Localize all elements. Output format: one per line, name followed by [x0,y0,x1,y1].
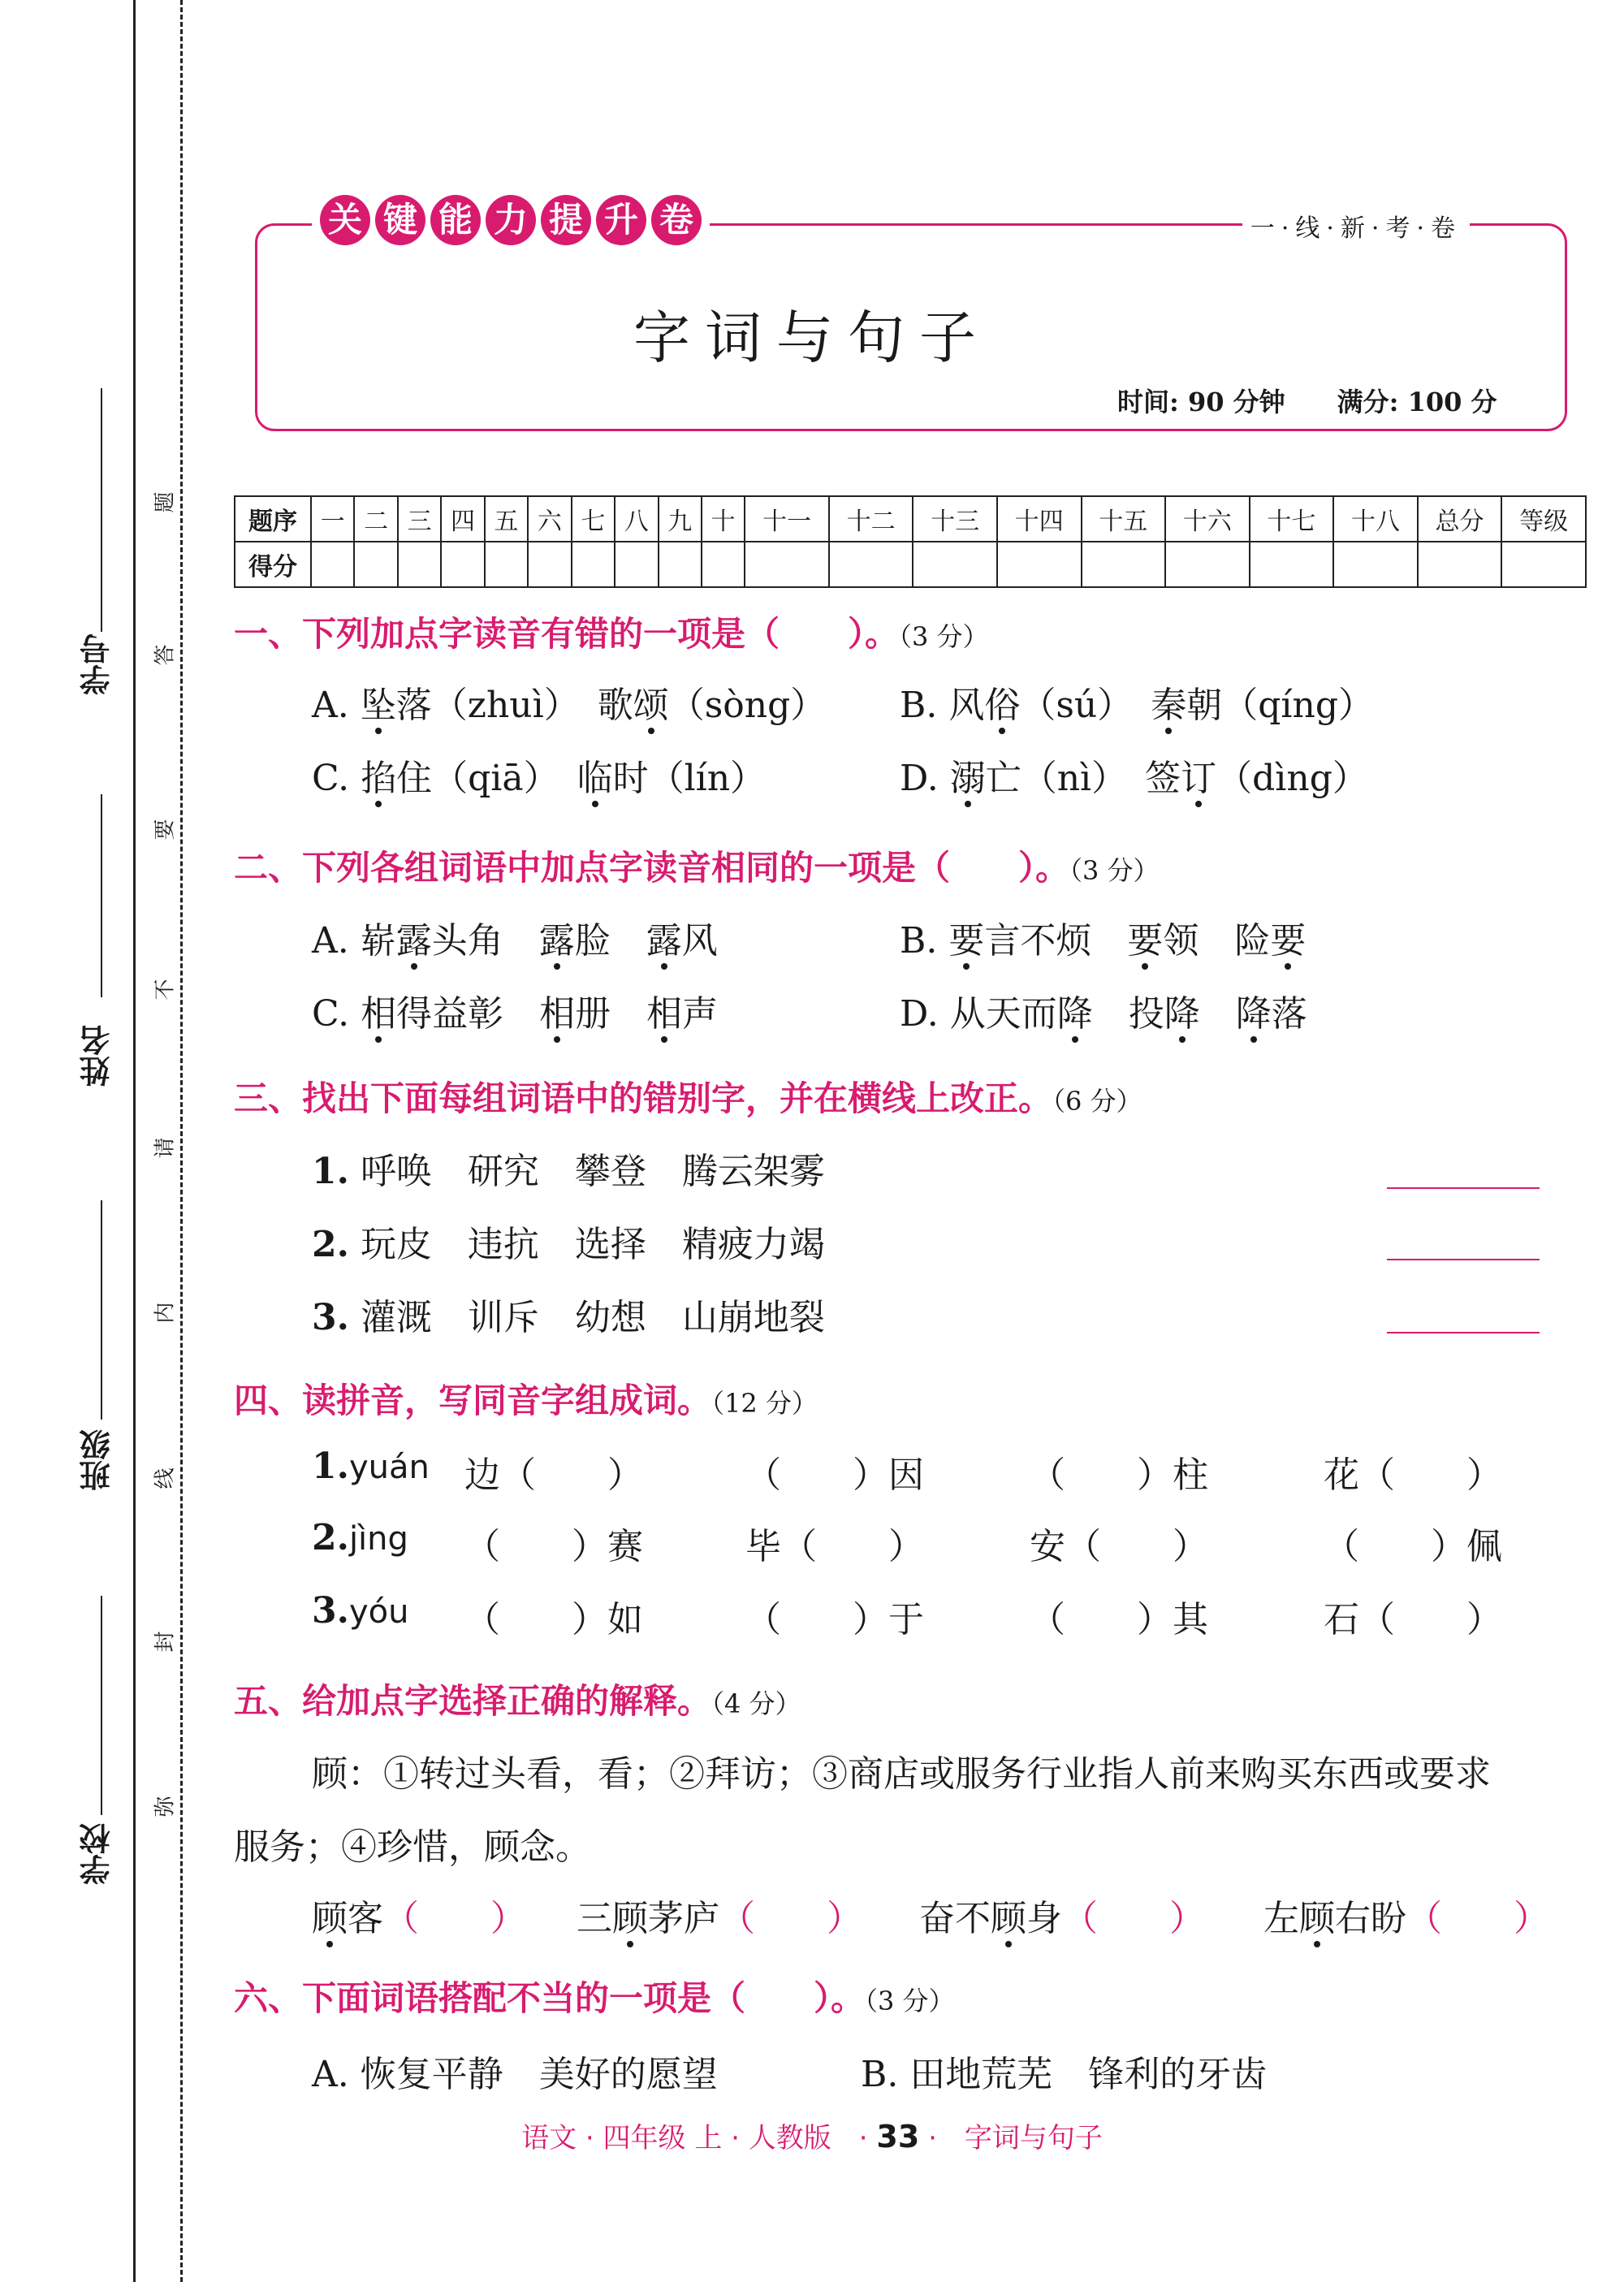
q4-blank[interactable]: （ ）赛 [464,1526,643,1567]
score-cell[interactable] [615,542,658,587]
q1-option-b: B. 风俗（sú） 秦朝（qíng） [900,685,1374,726]
school-label: 学校 [80,1823,115,1885]
table-cell: 等级 [1501,496,1586,542]
table-cell: 十七 [1250,496,1334,542]
score-cell[interactable] [311,542,354,587]
table-cell: 题序 [235,496,311,542]
score-cell[interactable] [354,542,397,587]
q4-blank[interactable]: （ ）于 [745,1599,924,1640]
question-4-heading [234,1374,818,1423]
question-4-points: （12 分） [711,1388,818,1419]
q5-item: 三顾茅庐（ ） [577,1898,862,1939]
score-cell[interactable] [745,542,829,587]
q4-blank[interactable]: 毕（ ） [745,1526,924,1567]
question-3-points: （6 分） [1052,1086,1142,1117]
score-cell[interactable] [1082,542,1166,587]
table-cell: 十四 [997,496,1082,542]
q3-row: 2. 玩皮 违抗 选择 精疲力竭 [312,1224,825,1265]
q4-blank[interactable]: （ ）其 [1030,1599,1208,1640]
table-cell: 总分 [1418,496,1502,542]
banner-char: 提 [541,195,591,245]
binding-hint-char: 请 [153,1137,178,1159]
q1-option-c: C. 掐住（qiā） 临时（lín） [312,758,767,799]
class-label: 班级 [80,1429,115,1491]
table-cell: 七 [572,496,615,542]
school-line [101,1596,102,1815]
q5-answer-blank[interactable]: （ ） [383,1898,526,1939]
binding-hint-char: 封 [153,1631,178,1653]
q5-answer-blank[interactable]: （ ） [1062,1898,1205,1939]
q4-blank[interactable]: 花（ ） [1324,1454,1502,1496]
table-cell: 四 [441,496,484,542]
time-info: 时间: 90 分钟 满分: 100 分 [1117,387,1497,417]
question-5-heading [234,1675,801,1723]
q4-row-label: 2.jìng [312,1517,408,1558]
score-cell[interactable] [702,542,745,587]
question-6-title: 六、下面词语搭配不当的一项是（ ）。 [234,1978,866,2018]
q5-definition-line-2: 服务；④珍惜，顾念。 [234,1826,591,1868]
class-line [101,1200,102,1420]
table-cell: 十八 [1333,496,1418,542]
q4-blank[interactable]: 石（ ） [1324,1599,1502,1640]
page-title: 字词与句子 [633,305,991,371]
q5-definition-line-1: 顾：①转过头看，看；②拜访；③商店或服务行业指人前来购买东西或要求 [312,1753,1491,1795]
name-line [101,794,102,997]
q2-option-d: D. 从天而降 投降 降落 [900,993,1307,1035]
q5-answer-blank[interactable]: （ ） [719,1898,862,1939]
banner-char: 升 [596,195,646,245]
q2-option-c: C. 相得益彰 相册 相声 [312,993,719,1035]
answer-line[interactable] [1387,1332,1540,1333]
table-cell: 十一 [745,496,829,542]
score-cell[interactable] [572,542,615,587]
q2-option-a: A. 崭露头角 露脸 露风 [312,920,718,962]
q4-row-label: 1.yuán [312,1446,430,1487]
table-cell: 一 [311,496,354,542]
page-number: 33 [876,2119,920,2155]
q4-blank[interactable]: 边（ ） [464,1454,643,1496]
binding-hint-char: 题 [153,491,178,513]
q6-option-a: A. 恢复平静 美好的愿望 [312,2054,718,2095]
page-footer [0,2116,1624,2155]
binding-hint-char: 不 [153,979,178,1001]
student-id-label: 学号 [80,633,115,695]
footer-left: 语文 · 四年级 上 · 人教版 · [521,2122,868,2155]
score-cell[interactable] [1250,542,1334,587]
table-cell: 六 [528,496,571,542]
table-cell: 十二 [829,496,914,542]
question-4-title: 四、读拼音，写同音字组成词。 [234,1381,712,1420]
score-cell[interactable] [997,542,1082,587]
question-2-title: 二、下列各组词语中加点字读音相同的一项是（ ）。 [234,848,1070,888]
q4-row-label: 3.yóu [312,1590,409,1632]
q5-answer-blank[interactable]: （ ） [1406,1898,1549,1939]
q4-blank[interactable]: 安（ ） [1030,1526,1208,1567]
score-table-header-row [235,496,1586,542]
question-3-heading [234,1072,1142,1121]
banner-char: 力 [486,195,536,245]
score-cell[interactable] [485,542,528,587]
binding-hint-char: 要 [153,819,178,841]
q4-blank[interactable]: （ ）如 [464,1599,643,1640]
banner-char: 关 [320,195,370,245]
q4-blank[interactable]: （ ）柱 [1030,1454,1208,1496]
q4-blank[interactable]: （ ）佩 [1324,1526,1502,1567]
question-3-title: 三、找出下面每组词语中的错别字，并在横线上改正。 [234,1078,1053,1118]
answer-line[interactable] [1387,1187,1540,1189]
student-id-line [101,388,102,632]
q1-option-d: D. 溺亡（nì） 签订（dìng） [900,758,1368,799]
score-cell[interactable] [398,542,441,587]
score-table [234,495,1587,588]
binding-hint-char: 弥 [153,1796,178,1817]
score-cell[interactable] [1418,542,1502,587]
q5-item: 顾客（ ） [312,1898,526,1939]
question-1-title: 一、下列加点字读音有错的一项是（ ）。 [234,614,900,654]
table-cell: 五 [485,496,528,542]
banner-char: 卷 [651,195,702,245]
answer-line[interactable] [1387,1259,1540,1260]
score-cell[interactable] [441,542,484,587]
question-2-points: （3 分） [1069,855,1160,886]
binding-hint-char: 内 [153,1302,178,1324]
question-5-title: 五、给加点字选择正确的解释。 [234,1681,712,1721]
score-cell[interactable] [1501,542,1586,587]
binding-hint-char: 答 [153,644,178,666]
section-banner [312,195,710,245]
footer-right: · 字词与句子 [928,2122,1103,2155]
q5-item: 奋不顾身（ ） [919,1898,1205,1939]
question-1-heading [234,607,989,656]
score-cell[interactable] [1333,542,1418,587]
table-cell: 八 [615,496,658,542]
table-cell: 十五 [1082,496,1166,542]
score-table-score-row [235,542,1586,587]
name-label: 姓名 [80,1025,115,1087]
table-cell: 十 [702,496,745,542]
q3-row: 3. 灌溉 训斥 幼想 山崩地裂 [312,1297,825,1338]
table-cell: 十六 [1165,496,1250,542]
question-6-points: （3 分） [865,1986,955,2016]
table-cell: 得分 [235,542,311,587]
banner-char: 键 [375,195,425,245]
score-cell[interactable] [913,542,997,587]
q2-option-b: B. 要言不烦 要领 险要 [900,920,1307,962]
score-cell[interactable] [1165,542,1250,587]
table-cell: 二 [354,496,397,542]
table-cell: 十三 [913,496,997,542]
q6-option-b: B. 田地荒芜 锋利的牙齿 [861,2054,1268,2095]
q4-blank[interactable]: （ ）因 [745,1454,924,1496]
question-2-heading [234,841,1160,890]
q3-row: 1. 呼唤 研究 攀登 腾云架雾 [312,1151,825,1192]
q1-option-a: A. 坠落（zhuì） 歌颂（sòng） [312,685,827,726]
score-cell[interactable] [528,542,571,587]
score-cell[interactable] [829,542,914,587]
series-label: 一·线·新·考·卷 [1242,208,1470,244]
binding-hint-char: 线 [153,1467,178,1489]
question-1-points: （3 分） [899,621,989,652]
table-cell: 九 [659,496,702,542]
question-5-points: （4 分） [711,1688,801,1719]
question-6-heading [234,1972,955,2021]
table-cell: 三 [398,496,441,542]
banner-char: 能 [430,195,481,245]
q5-item: 左顾右盼（ ） [1263,1898,1549,1939]
score-cell[interactable] [659,542,702,587]
